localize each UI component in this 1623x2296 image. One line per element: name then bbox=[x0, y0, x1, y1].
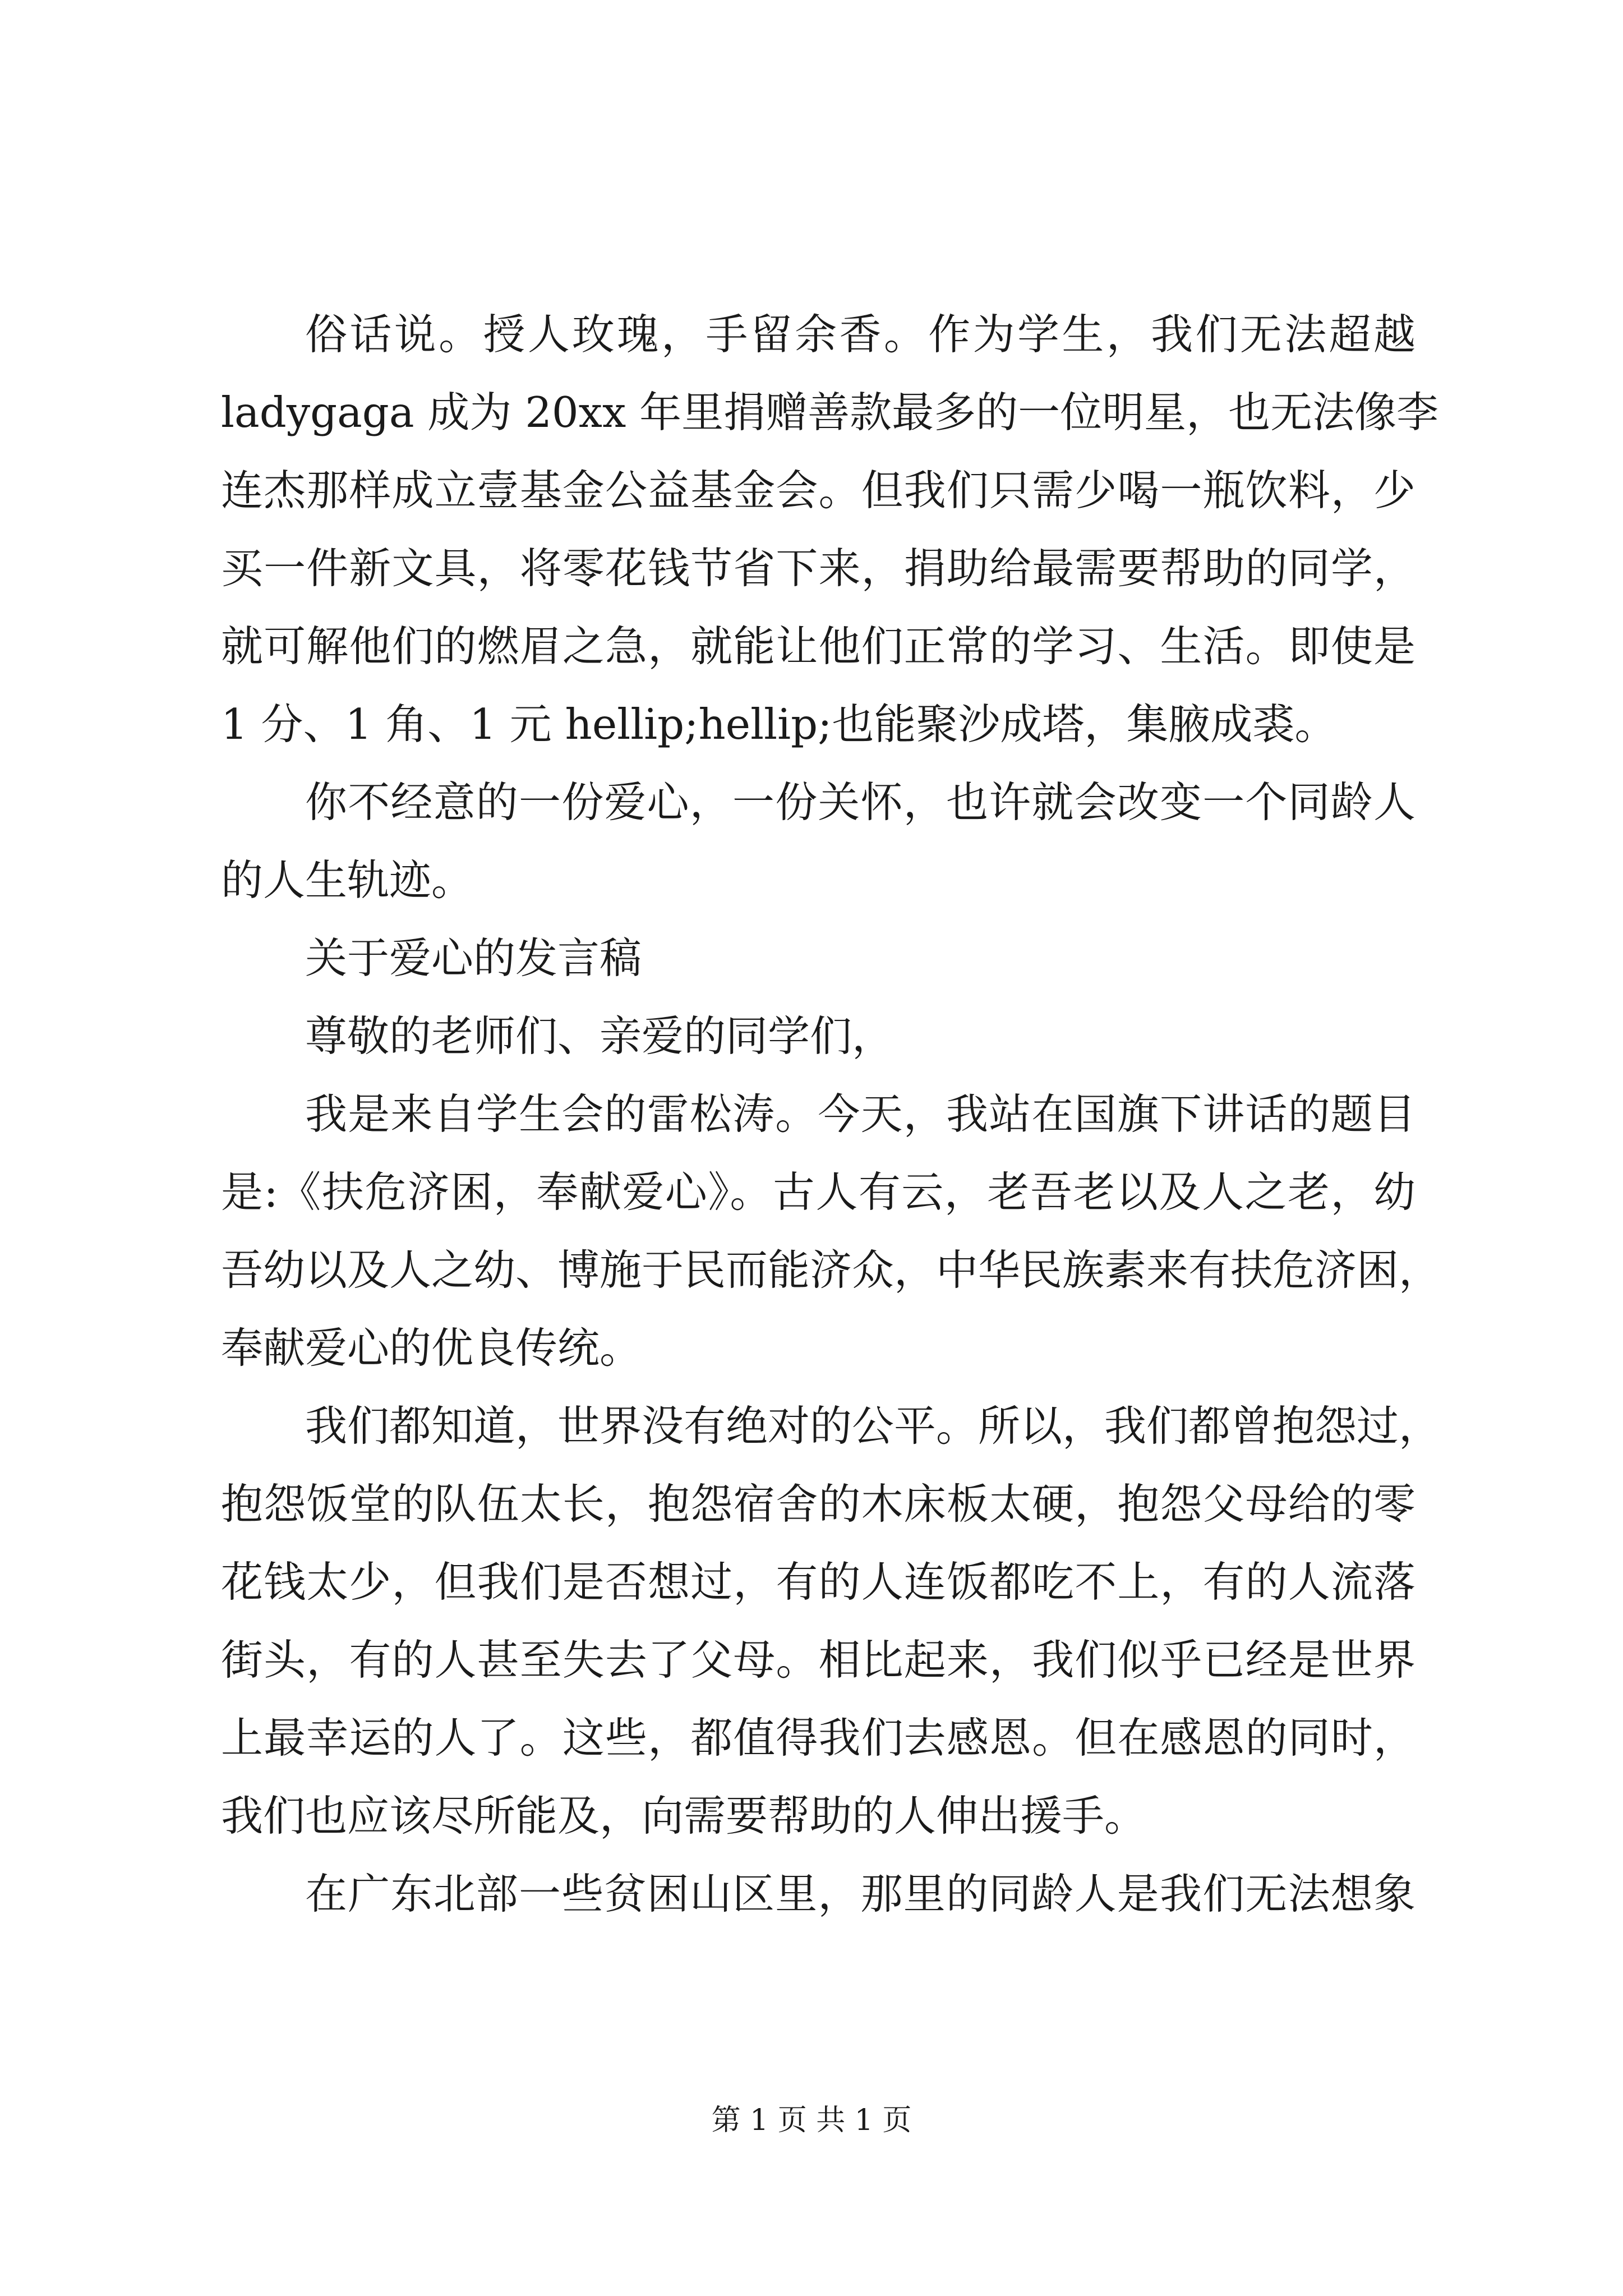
paragraph-fairness-line: 抱怨饭堂的队伍太长，抱怨宿舍的木床板太硬，抱怨父母给的零 bbox=[221, 1479, 1415, 1529]
speech-title: 关于爱心的发言稿 bbox=[305, 933, 642, 983]
paragraph-intro-line: 我是来自学生会的雷松涛。今天，我站在国旗下讲话的题目 bbox=[305, 1089, 1415, 1139]
page-footer bbox=[0, 2101, 1623, 2140]
paragraph-proverb-line: 1 分、1 角、1 元 hellip;hellip;也能聚沙成塔，集腋成裘。 bbox=[221, 700, 1337, 749]
paragraph-proverb-line: 就可解他们的燃眉之急，就能让他们正常的学习、生活。即使是 bbox=[221, 622, 1415, 671]
paragraph-fairness-line: 我们都知道，世界没有绝对的公平。所以，我们都曾抱怨过， bbox=[305, 1401, 1441, 1451]
paragraph-fairness-line: 我们也应该尽所能及，向需要帮助的人伸出援手。 bbox=[221, 1791, 1147, 1841]
paragraph-fairness-line: 街头，有的人甚至失去了父母。相比起来，我们似乎已经是世界 bbox=[221, 1635, 1415, 1685]
paragraph-intro-line: 吾幼以及人之幼、博施于民而能济众，中华民族素来有扶危济困， bbox=[221, 1245, 1441, 1295]
paragraph-care-line: 你不经意的一份爱心，一份关怀，也许就会改变一个同龄人 bbox=[305, 777, 1415, 827]
paragraph-proverb-line: 连杰那样成立壹基金公益基金会。但我们只需少喝一瓶饮料，少 bbox=[221, 466, 1415, 515]
paragraph-proverb-line: 买一件新文具，将零花钱节省下来，捐助给最需要帮助的同学， bbox=[221, 544, 1415, 593]
page-number-label: 第 1 页 共 1 页 bbox=[711, 2104, 912, 2137]
paragraph-intro-line: 奉献爱心的优良传统。 bbox=[221, 1323, 642, 1373]
paragraph-fairness-line: 上最幸运的人了。这些，都值得我们去感恩。但在感恩的同时， bbox=[221, 1713, 1415, 1763]
paragraph-proverb-line: 俗话说。授人玫瑰，手留余香。作为学生，我们无法超越 bbox=[305, 310, 1415, 359]
paragraph-intro-line: 是:《扶危济困，奉献爱心》。古人有云，老吾老以及人之老，幼 bbox=[221, 1167, 1415, 1217]
document-body bbox=[221, 296, 1441, 1933]
paragraph-guangdong-line: 在广东北部一些贫困山区里，那里的同龄人是我们无法想象 bbox=[305, 1869, 1415, 1918]
paragraph-proverb-line: ladygaga 成为 20xx 年里捐赠善款最多的一位明星，也无法像李 bbox=[221, 388, 1439, 437]
paragraph-fairness-line: 花钱太少，但我们是否想过，有的人连饭都吃不上，有的人流落 bbox=[221, 1557, 1415, 1607]
paragraph-care-line: 的人生轨迹。 bbox=[221, 855, 474, 905]
salutation: 尊敬的老师们、亲爱的同学们， bbox=[305, 1011, 895, 1061]
